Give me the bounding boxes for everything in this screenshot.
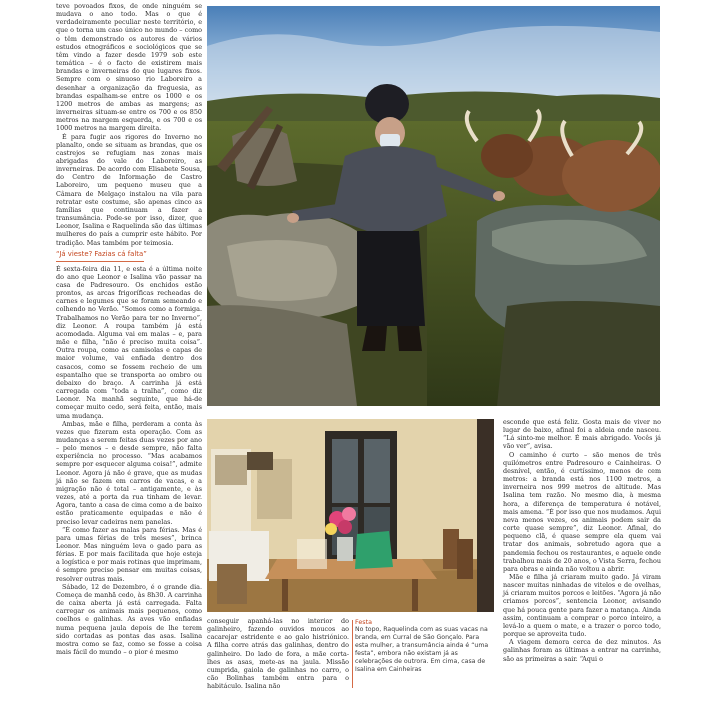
paragraph: Mãe e filha já criaram muito gado. Já viram nascer muitas ninhadas de vitelos e de ovelhas, já criaram muitos porcos e leitões. “Agora já não criamos porcos”, sentencia Leonor, avisando que há pouca gente para fazer a matança. Ainda assim, continuam a comprar o porco inteiro, a levá-lo a quem o mate, e a trazer o porco todo, porque se aproveita tudo.: [503, 572, 661, 639]
paragraph: A viagem demora cerca de dez minutos. As galinhas foram as últimas a entrar na carrinha, são as primeiras a sair. “Aqui o: [503, 638, 661, 663]
paragraph: O caminho é curto – são menos de três quilómetros entre Padresouro e Cainheiras. O desnível, então, é curtíssimo, menos de cem metros: a branda está nos 1100 metros, a inverneira nos 999 metros de altitude. Mas Isalina tem razão. No mesmo dia, à mesma hora, a diferença de temperatura é notável, mais amena. “É por isso que nos mudamos. Aqui neva menos vezes, os animais podem sair da corte quase sempre”, diz Leonor. Afinal, do pequeno clã, é quase sempre ela quem vai tratar dos animais, sobretudo agora que a pandemia fechou os restaurantes, e aquele onde trabalhou mais de 20 anos, o Vista Serra, fechou para obras e ainda não voltou a abrir.: [503, 450, 661, 573]
paragraph: Ambas, mãe e filha, perderam a conta às vezes que fizeram esta operação. Com as mudanças a serem feitas duas vezes por ano – pelo menos – e desde sempre, não falta experiência no processo. “Mas acabamos sempre por esquecer alguma coisa!”, admite Leonor. Agora já não é grave, que as mudas já não se fazem em carros de vacas, e a migração não é total – antigamente, e às vezes, até a porta da rua tinham de levar. Agora, tanto a casa de cima como a de baixo estão praticamente equipadas e não é preciso levar cadeiras nem panelas.: [56, 419, 202, 526]
photo-raquelinda-cattle: [207, 6, 660, 406]
paragraph: “É como fazer as malas para férias. Mas é para umas férias de três meses”, brinca Leonor. Mas ninguém leva o gado para as férias. E por mais facilitada que hoje esteja a logística e por mais rotinas que imprimam, é sempre preciso pensar em muitas coisas, resolver outras mais.: [56, 525, 202, 583]
caption-text: No topo, Raquelinda com as suas vacas na branda, em Curral de São Gonçalo. Para esta mulher, a transumância ainda é “uma festa”, embora não existam já as celebrações de outrora. Em cima, casa de Isalina em Cainheiras: [355, 626, 489, 674]
paragraph: conseguir apanhá-las no interior do galinheiro, fazendo ouvidos moucos ao cacarejar estridente e ao galo histriónico. A filha corre atrás das galinhas, dentro do galinheiro. Do lado de fora, a mãe corta-lhes as asas, mete-as na jaula. Missão cumprida, gaiola de galinhas no carro, o cão Bolinhas também entra para o habitáculo. Isalina não: [207, 617, 349, 691]
paragraph: Sábado, 12 de Dezembro, é o grande dia. Começa de manhã cedo, às 8h30. A carrinha de caixa aberta já está carregada. Falta carregar os animais mais pequenos, como coelhos e galinhas. As aves vão enfiadas numa pequena jaula depois de lhe terem sido cortadas as pontas das asas. Isalina mostra como se faz, como se fosse a coisa mais fácil do mundo – o pior é mesmo: [56, 582, 202, 657]
photo-isalina-house: [207, 419, 494, 612]
paragraph: É sexta-feira dia 11, e esta é a última noite do ano que Leonor e Isalina vão passar na casa de Padresouro. Os enchidos estão prontos, as arcas frigoríficas recheadas de carnes e legumes que se foram semeando e colhendo no Verão. “Somos como a formiga. Trabalhamos no Verão para ter no Inverno”, diz Leonor. A roupa também já está acomodada. Alguma vai em malas – e, para mãe e filha, “não é preciso muita coisa”. Outra roupa, como as camisolas e capas de maior volume, vai enfiada dentro dos casacos, como se fossem recheio de um espantalho que se transporta ao ombro ou debaixo do braço. A carrinha já está carregada com “toda a tralha”, como diz Leonor. Na manhã seguinte, que há-de começar muito cedo, será feita, então, mais uma mudança.: [56, 264, 202, 420]
article-right-column: [503, 418, 661, 663]
article-bottom-middle-column: [207, 617, 349, 690]
subhead-rule: [56, 261, 144, 262]
article-left-column: [56, 2, 202, 656]
photo-caption: [355, 618, 493, 675]
caption-rule: [352, 620, 353, 688]
photo-raquelinda-cattle-image: [207, 6, 660, 406]
caption-title: Festa: [355, 618, 373, 626]
paragraph: teve povoados fixos, de onde ninguém se mudava o ano todo. Mas o que é verdadeiramente peculiar neste território, e que o torna um caso único no mundo – como o têm demonstrado os autores de vários estudos etnográficos e sociológicos que se têm vindo a fazer desde 1979 sob este temática – é o facto de existirem mais brandas e inverneiras do que lugares fixos. Sempre com o sinuoso rio Laboreiro a desenhar a organização da freguesia, as brandas espalham-se entre os 1000 e os 1200 metros de ambas as margens; as inverneiras situam-se entre os 700 e os 850 metros na margem esquerda, e os 700 e os 1000 metros na margem direita.: [56, 2, 202, 133]
paragraph: esconde que está feliz. Gosta mais de viver no lugar de baixo, afinal foi a aldeia onde nasceu. “Lá sinto-me melhor. É mais abrigado. Vocês já vão ver”, avisa.: [503, 418, 661, 451]
paragraph: É para fugir aos rigores do Inverno no planalto, onde se situam as brandas, que os castrejos se refugiam nas zonas mais abrigadas do vale do Laboreiro, as inverneiras. De acordo com Elisabete Sousa, do Centro de Informação de Castro Laboreiro, um pequeno museu que a Câmara de Melgaço instalou na vila para retratar este costume, são apenas cinco as famílias que continuam a fazer a transumância. Pode-se por isso, dizer, que Leonor, Isalina e Raquelinda são das últimas mulheres do país a cumprir este hábito. Por tradição. Mas também por teimosia.: [56, 132, 202, 247]
section-subhead: “Já vieste? Fazias cá falta”: [56, 249, 147, 258]
photo-isalina-house-image: [207, 419, 494, 612]
